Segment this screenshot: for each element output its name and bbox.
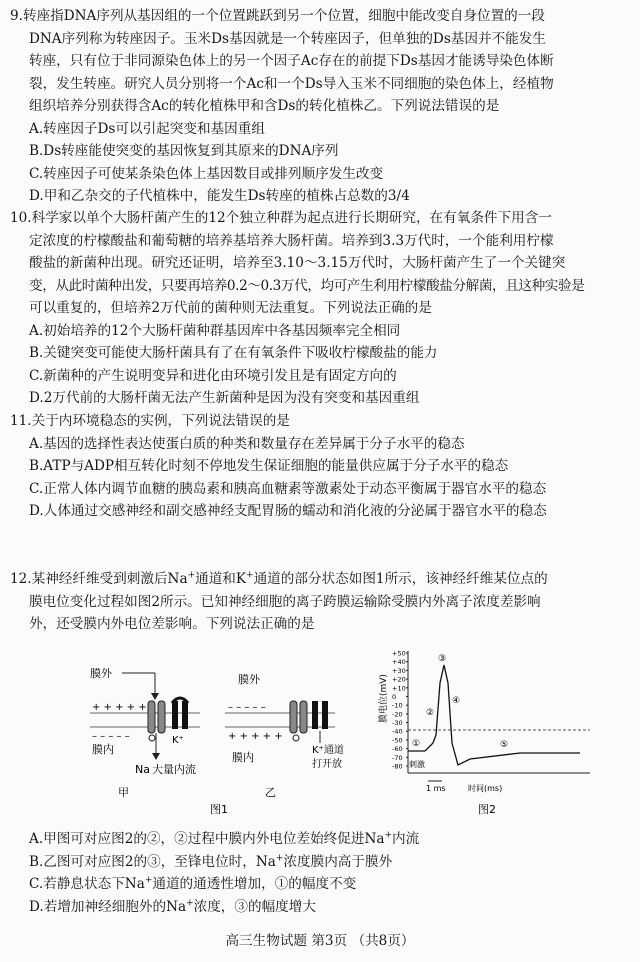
stimulus-label: 刺激 [409,760,425,769]
page-footer: 高三生物试题 第3页 （共8页） [225,933,415,949]
q9-line: 组织培养分别获得含Ac的转化植株甲和含Ds的转化植株乙。下列说法错误的是 [29,98,500,114]
question-12 [10,568,628,636]
na-channel-subunit [300,701,307,733]
y-tick-labels [392,650,408,771]
figure1-yi [225,672,344,799]
q11-option-a: A.基因的选择性表达使蛋白质的种类和数量存在差异属于分子水平的稳态 [29,435,465,452]
jia-caption: 甲 [118,786,129,799]
label-3: ③ [438,654,447,664]
k-channel [312,701,328,729]
q10-option-c: C.新菌种的产生说明变异和进化由环境引发且是有固定方向的 [29,367,397,384]
y-tick-label: +20 [392,675,406,684]
y-tick-label: +10 [392,684,406,693]
k-channel [172,701,188,729]
y-tick-label: -70 [392,753,403,762]
jia-inside-label: 膜内 [92,743,114,756]
q12-option-c: C.若静息状态下Na+通道的通透性增加，①的幅度不变 [29,875,357,892]
q9-line: 9.转座指DNA序列从基因组的一个位置跳跃到另一个位置，细胞中能改变自身位置的一段 [10,8,545,24]
y-tick-label: -80 [392,762,403,771]
question-11 [10,410,628,523]
q9-line: DNA序列称为转座因子。玉米Ds基因就是一个转座因子，但单独的Ds基因并不能发生 [29,30,546,47]
y-tick-label: -10 [392,701,403,710]
question-9 [10,5,628,208]
membrane-charge: – – – – – [92,731,130,742]
yi-inside-label: 膜内 [232,751,254,764]
question-10 [10,207,628,410]
membrane-charge: + + + + + [92,702,147,713]
jia-k-label: K⁺ [172,735,184,746]
q11-option-b: B.ATP与ADP相互转化时刻不停地发生保证细胞的能量供应属于分子水平的稳态 [29,458,509,474]
figure1-caption: 图1 [210,803,228,816]
figures [0,643,640,821]
y-tick-label: -30 [392,719,403,728]
figure1-jia [90,666,200,799]
q12-option-b: B.乙图可对应图2的③，至锋电位时，Na+浓度膜内高于膜外 [29,852,393,870]
yi-outside-label: 膜外 [238,673,260,686]
figure-svg [0,643,640,821]
yi-caption: 乙 [265,786,276,799]
arrow-head [152,753,160,760]
q10-option-b: B.关键突变可能使大肠杆菌具有了在有氧条件下吸收柠檬酸盐的能力 [29,345,438,361]
figure2-caption: 图2 [478,803,496,816]
arrow-head [151,693,159,700]
q10-option-d: D.2万代前的大肠杆菌无法产生新菌种是因为没有突变和基因重组 [29,390,420,406]
y-tick-label: -50 [392,736,403,745]
q12-option-a: A.甲图可对应图2的②，②过程中膜内外电位差始终促进Na+内流 [29,830,420,847]
q10-line: 酸盐的新菌种出现。研究还证明，培养至3.10～3.15万代时，大肠杆菌产生了一个关键突 [29,255,566,271]
label-4: ④ [452,696,461,706]
jia-outside-label: 膜外 [90,667,112,680]
q12-line: 膜电位变化过程如图2所示。已知神经细胞的离子跨膜运输除受膜内外离子浓度差影响 [29,593,541,610]
x-axis-label: 时间(ms) [468,784,503,793]
y-tick-label: -20 [392,710,403,719]
y-tick-label: 0 [392,692,397,701]
q11-line: 11.关于内环境稳态的实例，下列说法错误的是 [10,413,290,429]
question-12-options [10,828,628,918]
q10-line: 10.科学家以单个大肠杆菌产生的12个独立种群为起点进行长期研究，在有氧条件下用含一 [10,210,552,226]
na-channel-subunit [290,701,297,733]
yi-k-note: 打开放 [312,759,342,770]
label-1: ① [412,739,421,749]
channel-gate [293,735,299,741]
q10-line: 可以重复的，但培养2万代前的菌种则无法重复。下列说法正确的是 [29,300,432,316]
q12-option-d: D.若增加神经细胞外的Na+浓度，③的幅度增大 [29,897,316,915]
q10-line: 变，从此时菌种出发，只要再培养0.2～0.3万代，均可产生利用柠檬酸盐分解菌，且这种实验是 [29,277,585,294]
y-axis-label: 膜电位(mV) [379,674,389,723]
q9-line: 转座，只有位于非同源染色体上的另一个因子Ac存在的前提下Ds基因才能诱导染色体断 [29,53,554,69]
q12-line: 外，还受膜内外电位差影响。下列说法正确的是 [29,616,315,632]
na-channel-subunit [148,701,155,733]
y-tick-label: +30 [392,666,406,675]
membrane-charge: + + + + + [228,731,283,742]
y-tick-label: +40 [392,658,406,667]
jia-na-note: 大量内流 [152,763,196,776]
label-2: ② [426,708,435,718]
q10-option-a: A.初始培养的12个大肠杆菌种群基因库中各基因频率完全相同 [29,322,401,339]
jia-na-label: Na [135,763,150,776]
q9-option-c: C.转座因子可使某条染色体上基因数目或排列顺序发生改变 [29,165,384,182]
y-tick-label: -40 [392,727,403,736]
q10-line: 定浓度的柠檬酸盐和葡萄糖的培养基培养大肠杆菌。培养到3.3万代时，一个能利用柠檬 [29,232,554,249]
yi-k-note: K⁺通道 [312,745,344,756]
membrane-charge: – – – – – [228,702,266,713]
figure2 [377,650,590,817]
q11-option-d: D.人体通过交感神经和副交感神经支配胃肠的蠕动和消化液的分泌属于器官水平的稳态 [29,503,547,519]
na-channel-subunit [158,701,165,733]
channel-gate [149,735,155,741]
q9-option-b: B.Ds转座能使突变的基因恢复到其原来的DNA序列 [29,143,339,159]
q9-line: 裂，发生转座。研究人员分别将一个Ac和一个Ds导入玉米不同细胞的染色体上，经植物 [29,75,554,92]
y-tick-label: -60 [392,745,403,754]
label-5: ⑤ [500,740,509,750]
k-channel-gate [172,698,188,703]
q12-line: 12.某神经纤维受到刺激后Na+通道和K+通道的部分状态如图1所示，该神经纤维某位点的 [10,570,548,587]
y-tick-label: +50 [392,649,406,658]
x-tick-label: 1 ms [426,784,446,793]
q11-option-c: C.正常人体内调节血糖的胰岛素和胰高血糖素等激素处于动态平衡属于器官水平的稳态 [29,480,547,497]
q9-option-d: D.甲和乙杂交的子代植株中，能发生Ds转座的植株占总数的3/4 [29,188,410,204]
q9-option-a: A.转座因子Ds可以引起突变和基因重组 [29,120,265,137]
